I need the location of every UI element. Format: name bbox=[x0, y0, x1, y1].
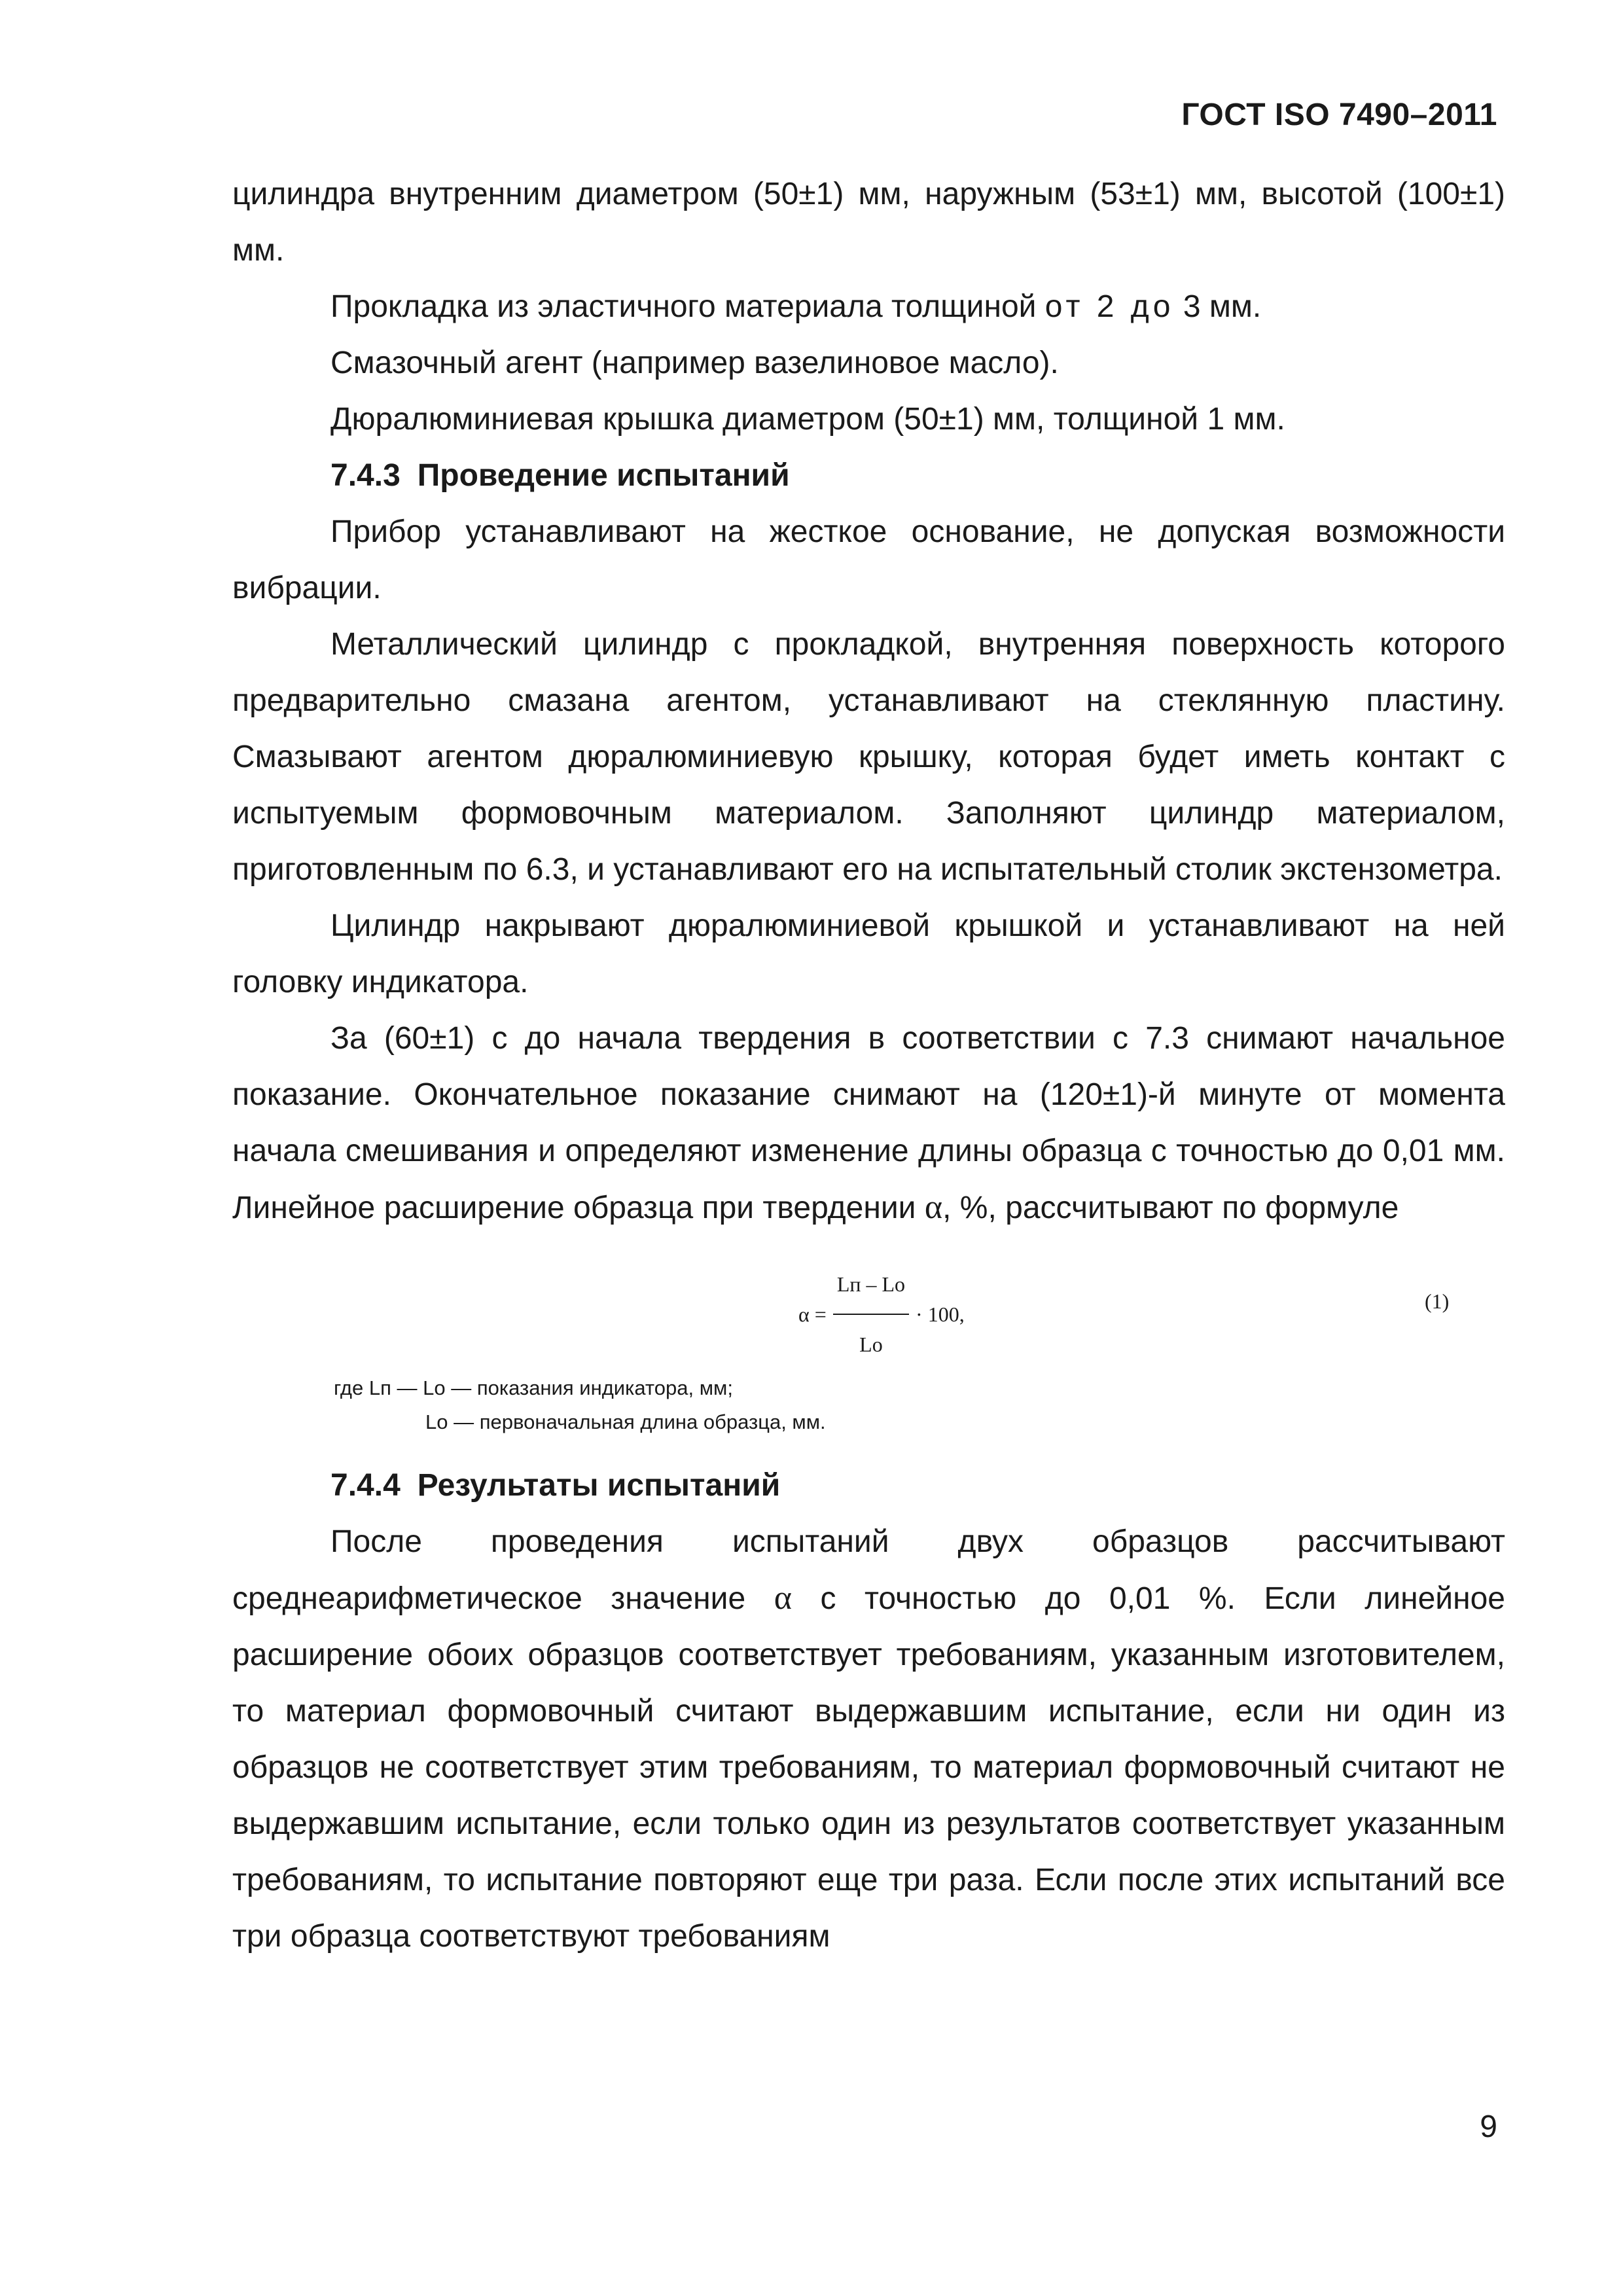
section-number: 7.4.3 bbox=[330, 458, 401, 493]
paragraph-text-spaced: от 2 до bbox=[1044, 289, 1175, 324]
section-number: 7.4.4 bbox=[330, 1468, 401, 1503]
legend-line: где Lп — Lо — показания индикатора, мм; bbox=[334, 1376, 733, 1399]
formula-lhs: α = bbox=[798, 1302, 827, 1326]
formula-number: (1) bbox=[1425, 1289, 1450, 1313]
paragraph: Металлический цилиндр с прокладкой, внутренняя поверхность которого предварительно смазана агентом, устанавливают на стеклянную пластину. Смазывают агентом дюралюминиевую крышку, которая будет иметь контакт с испытуемым формовочным материалом. Заполняют цилиндр материалом, приготовленным по 6.3, и устанавливают его на испытательный столик экстензометра. bbox=[232, 627, 1505, 887]
paragraph-text: После проведения испытаний двух образцов рассчитывают среднеарифметическое значение bbox=[232, 1524, 1505, 1616]
legend-line: Lо — первоначальная длина образца, мм. bbox=[425, 1410, 826, 1433]
formula-legend bbox=[232, 1372, 1505, 1458]
page-number: 9 bbox=[1480, 2109, 1497, 2144]
formula-numerator: Lп – Lо bbox=[833, 1256, 909, 1315]
paragraph: Цилиндр накрывают дюралюминиевой крышкой и устанавливают на ней головку индикатора. bbox=[232, 908, 1505, 999]
paragraph-text: с точностью до 0,01 %. Если линейное расширение обоих образцов соответствует требованиям, указанным изготовителем, то материал формовочный считают выдержавшим испытание, если ни один из образцов не соответствует этим требованиям, то материал формовочный считают не выдержавшим испытание, если только один из результатов соответствует указанным требованиям, то испытание повторяют еще три раза. Если после этих испытаний все три образца соответствуют требованиям bbox=[232, 1581, 1505, 1954]
section-heading-7-4-3 bbox=[232, 448, 1505, 504]
formula bbox=[798, 1256, 965, 1372]
document-body bbox=[232, 166, 1505, 1965]
paragraph: Дюралюминиевая крышка диаметром (50±1) мм, толщиной 1 мм. bbox=[330, 402, 1285, 437]
formula-denominator: Lо bbox=[859, 1333, 883, 1356]
paragraph-text: За (60±1) с до начала твердения в соответствии с 7.3 снимают начальное показание. Окончательное показание снимают на (120±1)-й минуте от момента начала смешивания и определяют изменение длины образца с точностью до 0,01 мм. Линейное расширение образца при твердении bbox=[232, 1021, 1505, 1225]
formula-fraction bbox=[833, 1256, 909, 1372]
paragraph-text: , %, рассчитывают по формуле bbox=[942, 1191, 1399, 1225]
alpha-symbol: α bbox=[924, 1189, 943, 1226]
section-title: Результаты испытаний bbox=[417, 1468, 781, 1503]
paragraph bbox=[232, 279, 1505, 335]
formula-block bbox=[232, 1236, 1505, 1380]
paragraph-text: Прокладка из эластичного материала толщиной bbox=[330, 289, 1037, 324]
section-title: Проведение испытаний bbox=[417, 458, 790, 493]
paragraph: Прибор устанавливают на жесткое основание, не допуская возможности вибрации. bbox=[232, 514, 1505, 605]
paragraph: Смазочный агент (например вазелиновое масло). bbox=[330, 346, 1059, 380]
section-heading-7-4-4 bbox=[232, 1458, 1505, 1514]
formula-rhs: · 100, bbox=[916, 1302, 965, 1326]
paragraph-text: 3 мм. bbox=[1183, 289, 1262, 324]
paragraph: цилиндра внутренним диаметром (50±1) мм, наружным (53±1) мм, высотой (100±1) мм. bbox=[232, 177, 1505, 268]
paragraph bbox=[232, 1011, 1505, 1236]
document-header: ГОСТ ISO 7490–2011 bbox=[1181, 98, 1497, 132]
paragraph bbox=[232, 1514, 1505, 1965]
alpha-symbol: α bbox=[774, 1579, 792, 1617]
